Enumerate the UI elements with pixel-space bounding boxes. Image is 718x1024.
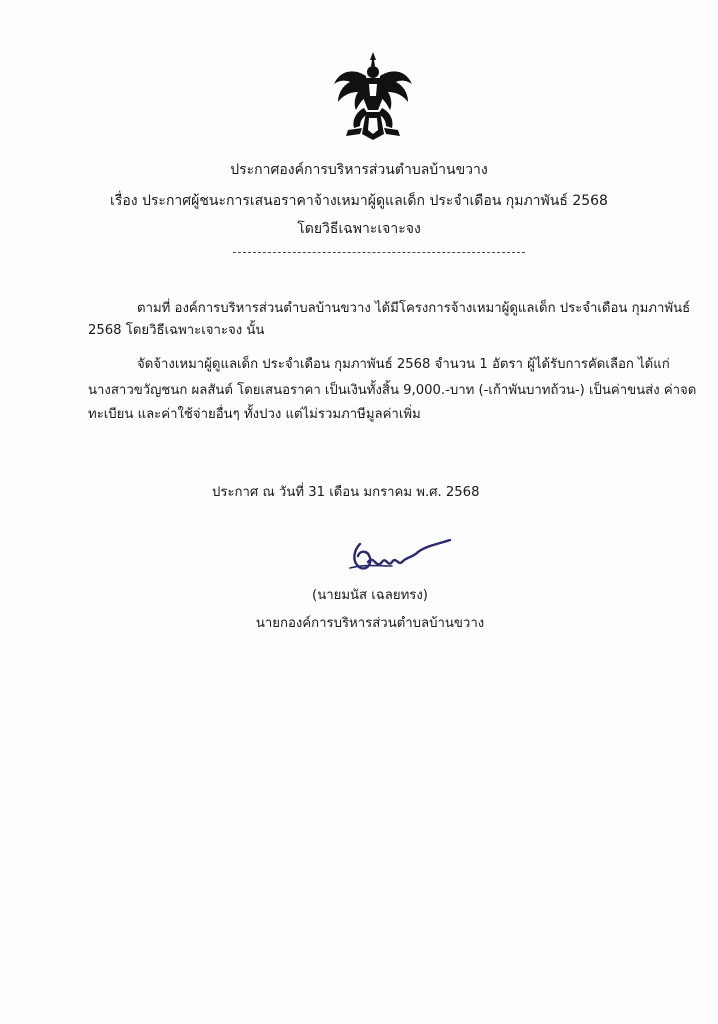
- paragraph-2-line-2: นางสาวขวัญชนก ผลสันต์ โดยเสนอราคา เป็นเงินทั้งสิ้น 9,000.-บาท (-เก้าพันบาทถ้วน-) เป็นค่าขนส่ง ค่าจด: [88, 383, 697, 398]
- paragraph-2-line-3: ทะเบียน และค่าใช้จ่ายอื่นๆ ทั้งปวง แต่ไม่รวมภาษีมูลค่าเพิ่ม: [88, 407, 421, 422]
- announcement-subject: เรื่อง ประกาศผู้ชนะการเสนอราคาจ้างเหมาผู้ดูแลเด็ก ประจำเดือน กุมภาพันธ์ 2568: [110, 193, 608, 209]
- announcement-method: โดยวิธีเฉพาะเจาะจง: [297, 221, 421, 237]
- paragraph-1-line-1: ตามที่ องค์การบริหารส่วนตำบลบ้านขวาง ได้มีโครงการจ้างเหมาผู้ดูแลเด็ก ประจำเดือน กุมภาพันธ์: [137, 301, 691, 316]
- paragraph-2-line-1: จัดจ้างเหมาผู้ดูแลเด็ก ประจำเดือน กุมภาพันธ์ 2568 จำนวน 1 อัตรา ผู้ได้รับการคัดเลือก ได้แก่: [137, 357, 670, 372]
- signature-icon: [346, 536, 454, 584]
- paragraph-1-line-2: 2568 โดยวิธีเฉพาะเจาะจง นั้น: [88, 323, 265, 338]
- header-divider: [233, 252, 525, 253]
- signatory-name: (นายมนัส เฉลยทรง): [312, 588, 428, 603]
- signatory-title: นายกองค์การบริหารส่วนตำบลบ้านขวาง: [255, 616, 485, 631]
- announcement-date: ประกาศ ณ วันที่ 31 เดือน มกราคม พ.ศ. 2568: [212, 485, 480, 500]
- garuda-emblem-icon: [330, 50, 416, 142]
- announcement-title: ประกาศองค์การบริหารส่วนตำบลบ้านขวาง: [230, 162, 488, 178]
